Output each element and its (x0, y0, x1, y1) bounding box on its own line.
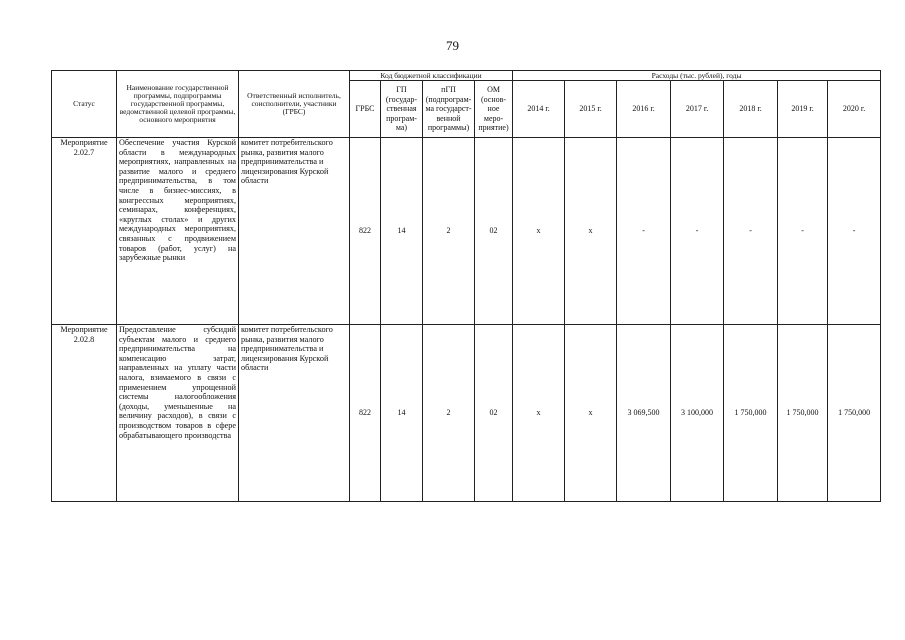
header-code-group: Код бюджетной классификации (350, 71, 513, 81)
header-responsible: Ответственный исполнитель, соисполнители, участники (ГРБС) (239, 71, 350, 138)
budget-table (51, 70, 881, 502)
header-pgp: пГП (подпрограм-ма государст-венной программы) (423, 81, 475, 138)
row-value-2019: - (778, 138, 828, 325)
row-value-2017: - (671, 138, 724, 325)
row-value-2018: 1 750,000 (724, 325, 778, 502)
row-value-2015: х (565, 138, 617, 325)
row-value-2016: - (617, 138, 671, 325)
row-responsible: комитет потребительского рынка, развития малого предпринимательства и лицензирования Курской области (239, 325, 350, 502)
header-year-2020: 2020 г. (828, 81, 881, 138)
row-status: Мероприятие 2.02.8 (52, 325, 117, 502)
row-pgp: 2 (423, 138, 475, 325)
row-om: 02 (475, 325, 513, 502)
row-om: 02 (475, 138, 513, 325)
row-status: Мероприятие 2.02.7 (52, 138, 117, 325)
row-name: Обеспечение участия Курской области в международных мероприятиях, направленных на развитие малого и среднего предпринимательства, в том числе в бизнес-миссиях, в конгрессных мероприятиях, семинарах, конференциях, «круглых столах» и других международных мероприятиях, связанных с продвижением товаров (работ, услуг) на зарубежные рынки (117, 138, 239, 325)
row-value-2020: 1 750,000 (828, 325, 881, 502)
header-year-2019: 2019 г. (778, 81, 828, 138)
header-year-2014: 2014 г. (513, 81, 565, 138)
header-year-2015: 2015 г. (565, 81, 617, 138)
row-value-2020: - (828, 138, 881, 325)
header-row-group (52, 71, 881, 81)
header-year-2018: 2018 г. (724, 81, 778, 138)
row-value-2014: х (513, 325, 565, 502)
row-value-2016: 3 069,500 (617, 325, 671, 502)
row-value-2017: 3 100,000 (671, 325, 724, 502)
row-name: Предоставление субсидий субъектам малого и среднего предпринимательства на компенсацию затрат, направленных на уплату части налога, взимаемого в связи с применением упрощенной системы налогообложения (доходы, уменьшенные на величину расходов), в связи с производством товаров в сфере обрабатывающего производства (117, 325, 239, 502)
row-gp: 14 (381, 138, 423, 325)
row-value-2018: - (724, 138, 778, 325)
table-row (52, 138, 881, 325)
row-value-2014: х (513, 138, 565, 325)
table-row (52, 325, 881, 502)
header-status: Статус (52, 71, 117, 138)
row-responsible: комитет потребительского рынка, развития малого предпринимательства и лицензирования Курской области (239, 138, 350, 325)
row-value-2019: 1 750,000 (778, 325, 828, 502)
header-year-2017: 2017 г. (671, 81, 724, 138)
header-expenses-group: Расходы (тыс. рублей), годы (513, 71, 881, 81)
header-om: ОМ (основ-ное меро-приятие) (475, 81, 513, 138)
header-gp: ГП (государ-ственная програм-ма) (381, 81, 423, 138)
row-grbs: 822 (350, 325, 381, 502)
row-value-2015: х (565, 325, 617, 502)
page-number: 79 (446, 38, 459, 53)
row-grbs: 822 (350, 138, 381, 325)
header-grbs: ГРБС (350, 81, 381, 138)
header-year-2016: 2016 г. (617, 81, 671, 138)
row-pgp: 2 (423, 325, 475, 502)
header-name: Наименование государственной программы, подпрограммы государственной программы, ведомственной целевой программы, основного мероприятия (117, 71, 239, 138)
row-gp: 14 (381, 325, 423, 502)
